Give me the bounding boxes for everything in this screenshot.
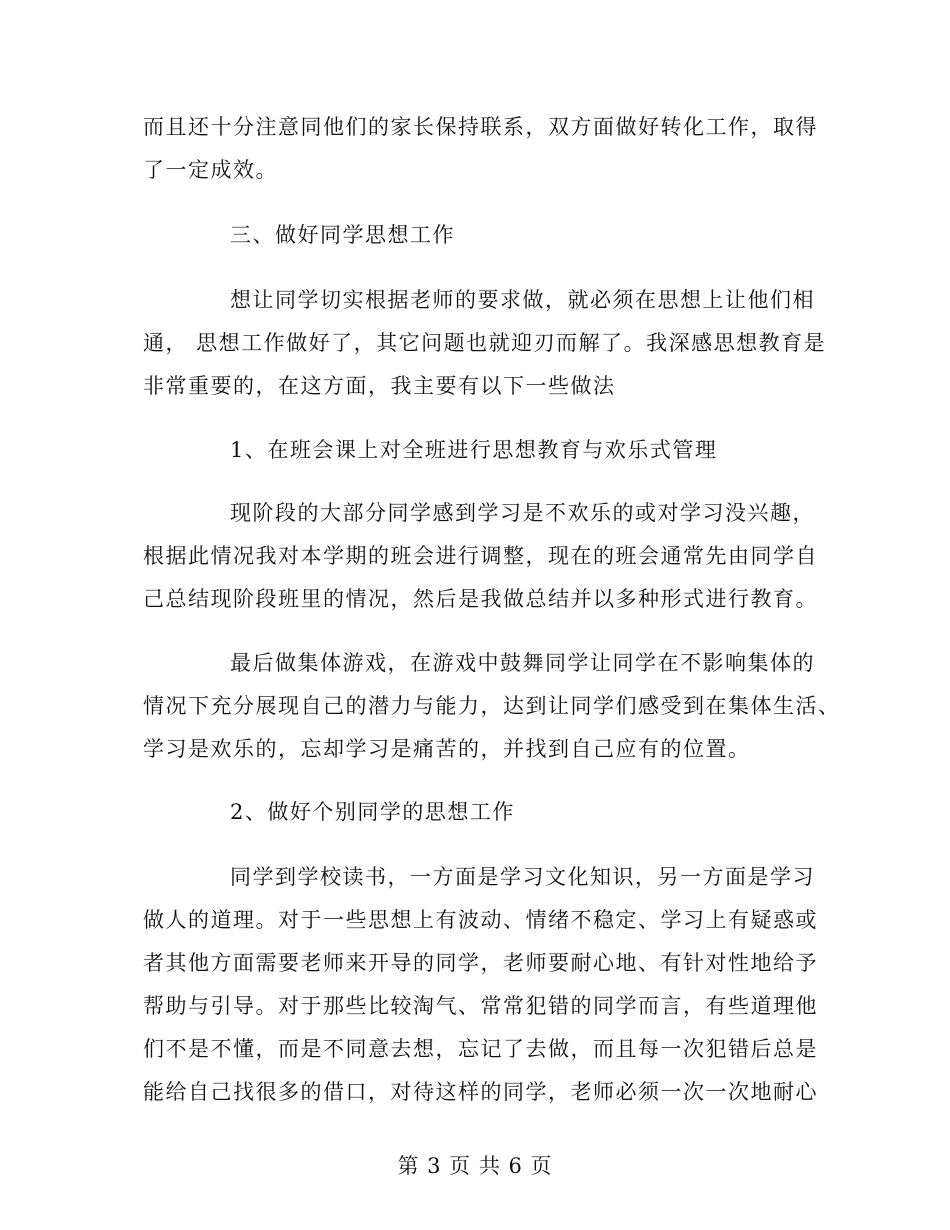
section-heading: 三、做好同学思想工作 <box>230 223 455 247</box>
body-text-line: 帮助与引导。对于那些比较淘气、常常犯错的同学而言，有些道理他 <box>143 994 818 1018</box>
body-text-line: 最后做集体游戏，在游戏中鼓舞同学让同学在不影响集体的 <box>230 651 815 675</box>
page-number-label: 第 3 页 共 6 页 <box>397 1154 553 1178</box>
subsection-heading: 2、做好个别同学的思想工作 <box>230 800 515 824</box>
body-text-line: 己总结现阶段班里的情况，然后是我做总结并以多种形式进行教育。 <box>143 587 818 611</box>
body-text-line: 通， 思想工作做好了，其它问题也就迎刃而解了。我深感思想教育是 <box>143 331 827 355</box>
body-text-line: 同学到学校读书，一方面是学习文化知识，另一方面是学习 <box>230 865 815 889</box>
body-text-line: 做人的道理。对于一些思想上有波动、情绪不稳定、学习上有疑惑或 <box>143 908 818 932</box>
page-footer <box>0 1150 950 1180</box>
body-text-line: 根据此情况我对本学期的班会进行调整，现在的班会通常先由同学自 <box>143 544 818 568</box>
body-text-line: 了一定成效。 <box>143 158 278 182</box>
body-text-line: 们不是不懂，而是不同意去想，忘记了去做，而且每一次犯错后总是 <box>143 1037 818 1061</box>
body-text-line: 而且还十分注意同他们的家长保持联系，双方面做好转化工作，取得 <box>143 115 818 139</box>
body-text-line: 现阶段的大部分同学感到学习是不欢乐的或对学习没兴趣， <box>230 501 815 525</box>
body-text-line: 能给自己找很多的借口，对待这样的同学，老师必须一次一次地耐心 <box>143 1080 818 1104</box>
body-text-line: 非常重要的，在这方面，我主要有以下一些做法 <box>143 374 616 398</box>
body-text-line: 学习是欢乐的，忘却学习是痛苦的，并找到自己应有的位置。 <box>143 737 751 761</box>
body-text-line: 者其他方面需要老师来开导的同学，老师要耐心地、有针对性地给予 <box>143 951 818 975</box>
body-text-line: 想让同学切实根据老师的要求做，就必须在思想上让他们相 <box>230 288 815 312</box>
subsection-heading: 1、在班会课上对全班进行思想教育与欢乐式管理 <box>230 438 718 462</box>
body-text-line: 情况下充分展现自己的潜力与能力，达到让同学们感受到在集体生活、 <box>143 694 841 718</box>
